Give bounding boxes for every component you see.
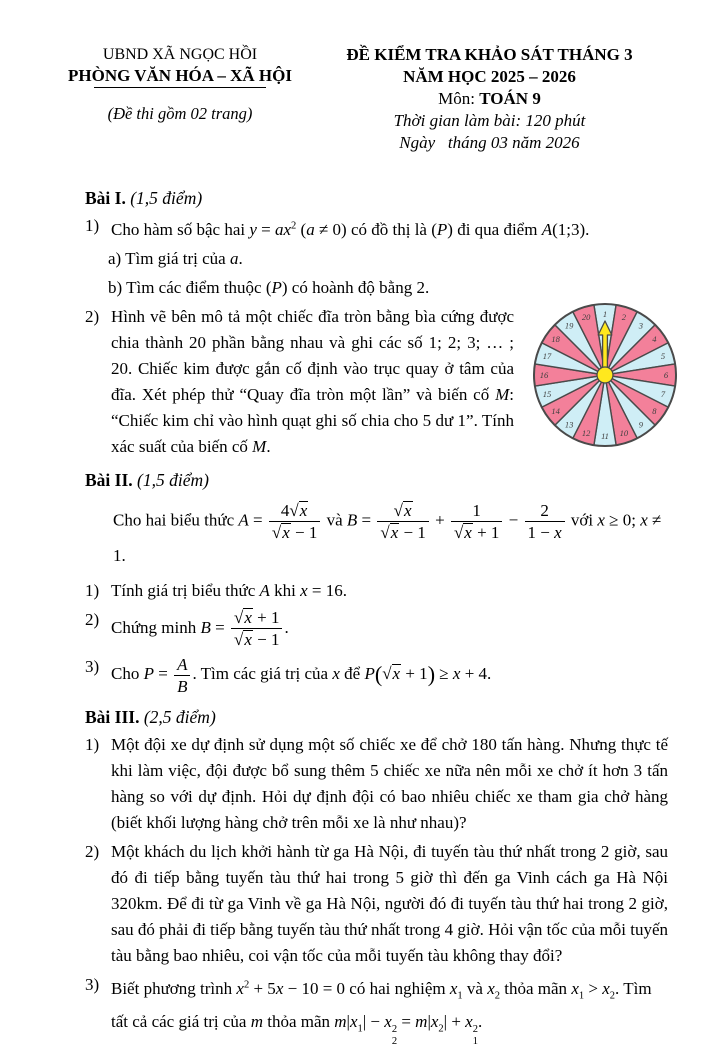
question-text: Cho hàm số bậc hai $y = ax^2$ (a ≠ 0) có đồ thị là (P) đi qua điểm A(1;3). (111, 219, 590, 239)
wheel-number-15: 15 (542, 388, 552, 399)
exam-date: Ngày tháng 03 năm 2026 (399, 133, 580, 152)
question-i-1b: b) Tìm các điểm thuộc (P) có hoành độ bằng 2. (108, 277, 430, 297)
question-iii-1 (85, 732, 668, 836)
question-ii-intro: Cho hai biểu thức A = $\frac{4√x}{√x - 1}$ và B = $\frac{√x}{√x - 1}$ + $\frac{1}{√x + 1}$ − $\frac{2}{1 - x}$ với x ≥ 0; x ≠ 1. (113, 500, 662, 566)
org-underline (94, 87, 266, 88)
section-3-points: (2,5 điểm) (143, 707, 216, 728)
exam-title: ĐỀ KIỂM TRA KHẢO SÁT THÁNG 3 (346, 45, 633, 64)
section-2-title: Bài II. (85, 469, 133, 490)
wheel-number-16: 16 (539, 369, 549, 380)
section-1-heading (85, 188, 668, 209)
wheel-number-1: 1 (602, 308, 608, 319)
section-1-points: (1,5 điểm) (130, 188, 203, 208)
section-3-title: Bài III. (85, 707, 140, 728)
question-number: 1) (85, 216, 100, 235)
page-count-note: (Đề thi gồm 02 trang) (107, 104, 253, 123)
question-text: Chứng minh B = $\frac{√x + 1}{√x - 1}$ . (111, 608, 289, 650)
wheel-number-3: 3 (638, 320, 644, 331)
wheel-number-17: 17 (542, 350, 552, 361)
question-ii-2 (85, 607, 668, 651)
wheel-number-14: 14 (551, 405, 560, 416)
document-header (67, 44, 668, 154)
wheel-number-4: 4 (652, 333, 657, 344)
wheel-number-8: 8 (652, 405, 657, 416)
subject-line (311, 88, 668, 110)
duration: Thời gian làm bài: 120 phút (393, 111, 586, 130)
subject-name: TOÁN 9 (479, 89, 541, 108)
section-2-points: (1,5 điểm) (137, 469, 209, 490)
wheel-hub (597, 367, 613, 383)
subject-label: Môn: (438, 89, 480, 108)
wheel-number-5: 5 (660, 350, 666, 361)
question-number: 2) (85, 610, 100, 630)
wheel-number-10: 10 (619, 427, 629, 438)
question-iii-3 (85, 972, 668, 1046)
question-number: 1) (85, 735, 100, 755)
section-2-heading (85, 470, 668, 491)
question-text: Tính giá trị biểu thức A khi x = 16. (111, 581, 347, 601)
exam-title-block (311, 44, 668, 154)
wheel-number-6: 6 (663, 369, 669, 380)
question-ii-3 (85, 654, 668, 698)
question-number: 2) (85, 842, 100, 862)
wheel-number-9: 9 (638, 419, 644, 430)
question-text: Biết phương trình $x^2 + 5x - 10 = 0$ có hai nghiệm $x_1$ và $x_2$ thỏa mãn $x_1 > x_2$. Tìm tất cả các giá trị của m thỏa mãn $m|x_1| - x$ 2 2 = $m|x_2| + x$ 2 1 . (111, 978, 652, 1047)
section-1-title: Bài I. (85, 188, 126, 208)
school-year: NĂM HỌC 2025 – 2026 (403, 67, 576, 86)
question-i-1a: a) Tìm giá trị của a. (108, 248, 243, 268)
question-number: 2) (85, 306, 100, 326)
question-ii-1 (85, 578, 668, 604)
wheel-number-11: 11 (601, 430, 609, 441)
question-text: Cho P = $\frac{A}{B}$ . Tìm các giá trị của x để P(√x + 1) ≥ x + 4. (111, 654, 492, 696)
question-i-1 (85, 213, 668, 243)
question-iii-2 (85, 839, 668, 969)
question-i-2 (85, 304, 668, 460)
wheel-number-19: 19 (564, 320, 574, 331)
wheel-number-20: 20 (581, 311, 591, 322)
wheel-number-2: 2 (621, 311, 627, 322)
question-number: 1) (85, 581, 100, 601)
section-3-heading (85, 707, 668, 728)
question-number: 3) (85, 656, 100, 676)
wheel-number-18: 18 (551, 333, 560, 344)
wheel-number-12: 12 (581, 427, 591, 438)
spinner-wheel-figure (524, 300, 686, 450)
wheel-number-13: 13 (564, 419, 574, 430)
question-text: Một khách du lịch khởi hành từ ga Hà Nội, đi tuyến tàu thứ nhất trong 2 giờ, sau đó đi tiếp bằng tuyến tàu thứ hai trong 5 giờ thì đến ga Vinh cách ga Hà Nội 320km. Để đi từ ga Vinh về ga Hà Nội, người đó đi tuyến tàu thứ hai trong 2 giờ, sau đó phải đi tiếp bằng tuyến tàu thứ nhất trong 4 giờ. Hỏi vận tốc của mỗi tuyến tàu bằng bao nhiêu, coi vận tốc của mỗi tuyến tàu không thay đổi? (111, 842, 668, 966)
spinner-wheel (524, 300, 686, 450)
org-name: PHÒNG VĂN HÓA – XÃ HỘI (67, 66, 292, 85)
wheel-number-7: 7 (660, 388, 666, 399)
issuing-org-block (61, 44, 299, 124)
org-parent-name: UBND XÃ NGỌC HỒI (102, 46, 258, 63)
question-text: Hình vẽ bên mô tả một chiếc đĩa tròn bằng bìa cứng được chia thành 20 phần bằng nhau và ghi các số 1; 2; 3; … ; 20. Chiếc kim được gắn cố định vào trục quay ở tâm của đĩa. Xét phép thử “Quay đĩa tròn một lần” và biến cố M: “Chiếc kim chỉ vào hình quạt ghi số chia cho 5 dư 1”. Tính xác suất của biến cố M. (111, 306, 514, 456)
question-text: Một đội xe dự định sử dụng một số chiếc xe để chở 180 tấn hàng. Nhưng thực tế khi làm việc, đội được bổ sung thêm 5 chiếc xe nữa nên mỗi xe chở ít hơn 3 tấn hàng so với dự định. Hỏi dự định đội có bao nhiêu chiếc xe tham gia chở hàng (biết khối lượng hàng chở trên mỗi xe là như nhau)? (111, 735, 668, 833)
question-number: 3) (85, 975, 100, 995)
